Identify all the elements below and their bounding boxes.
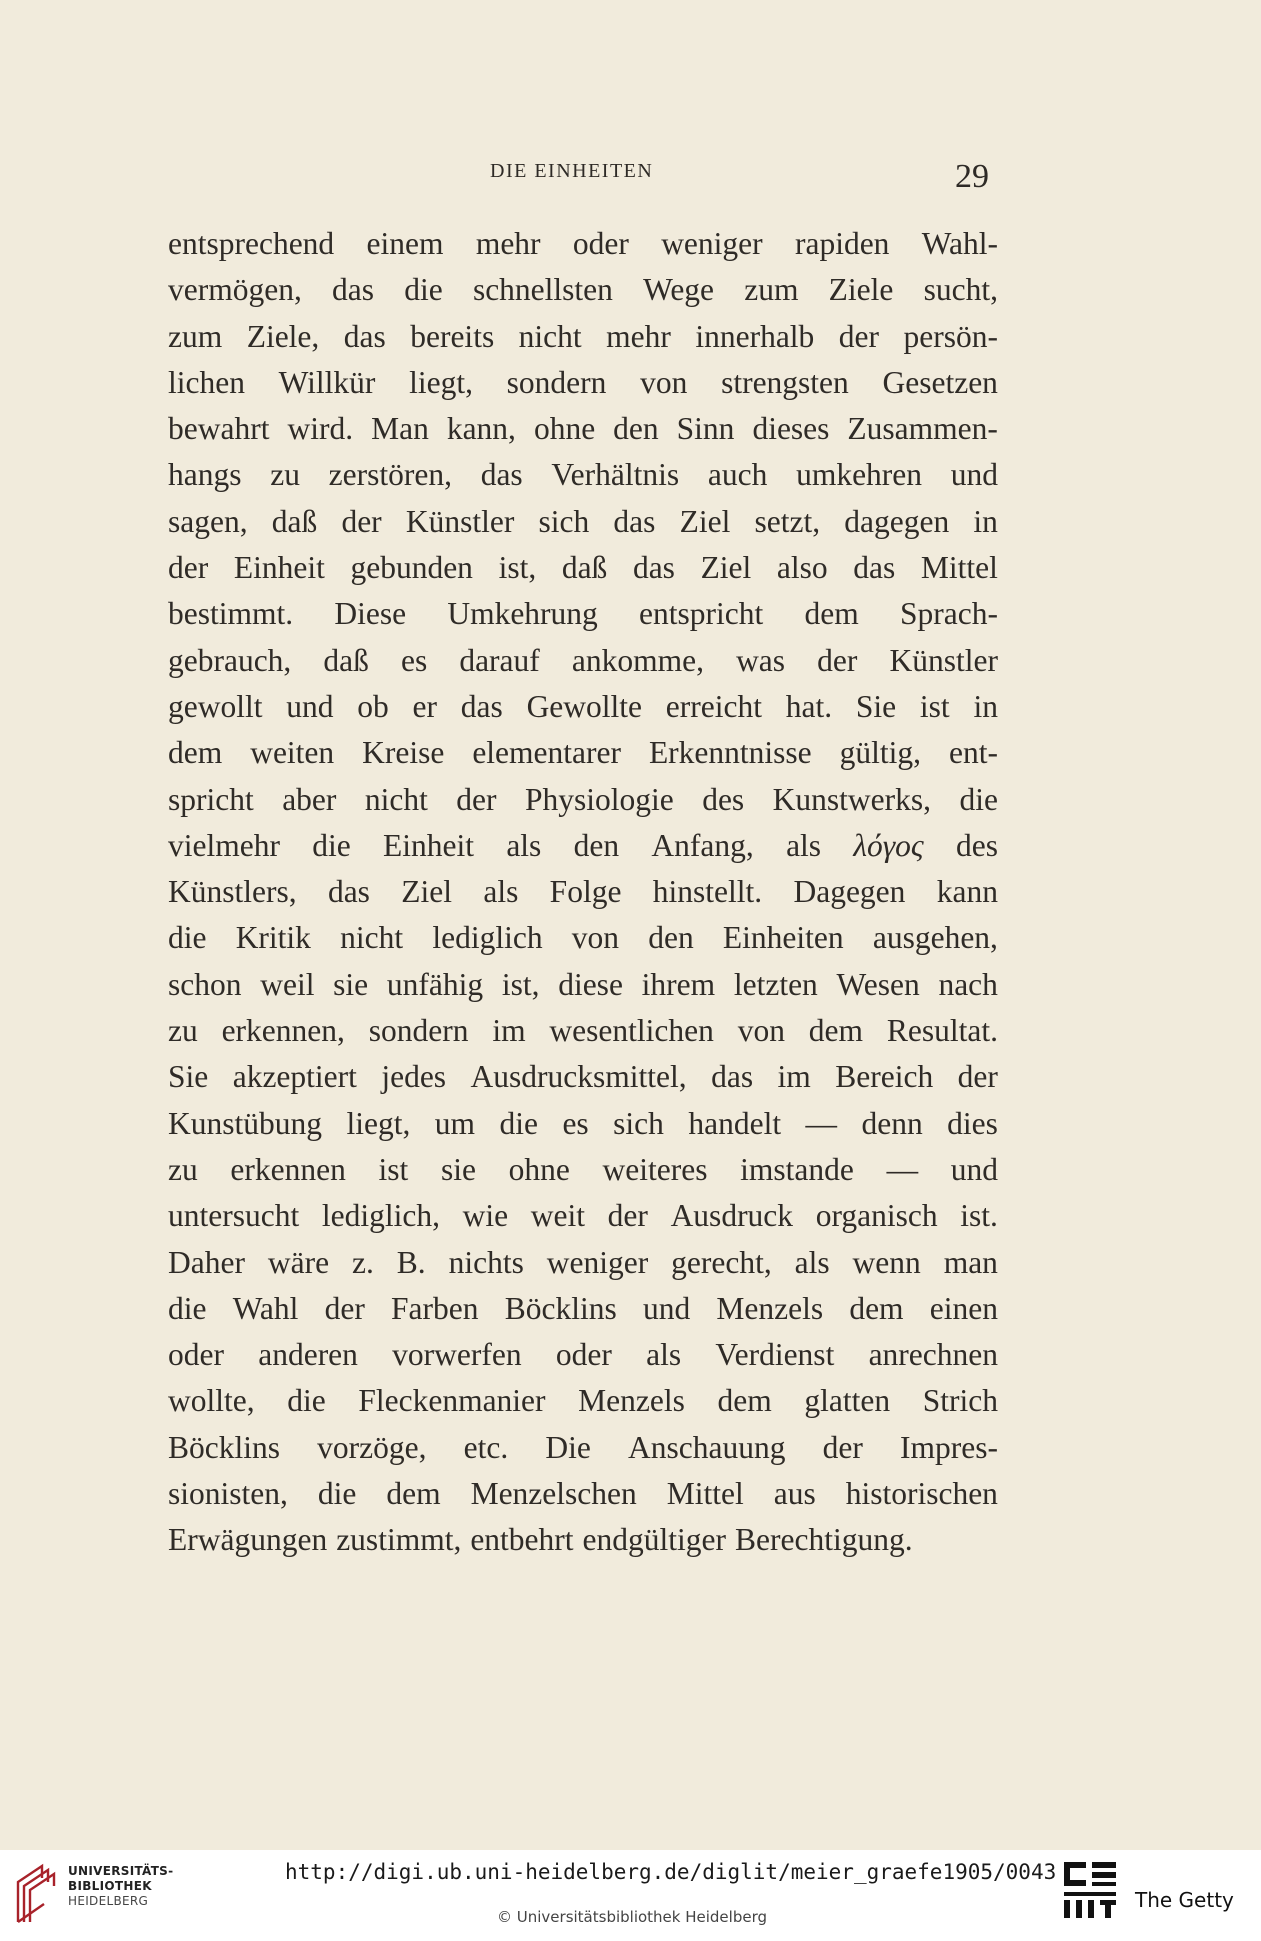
- text-line: [168, 545, 998, 591]
- word: persön-: [903, 318, 998, 354]
- page-number: 29: [955, 158, 989, 195]
- word: Wege: [643, 272, 715, 308]
- word: wesentlichen: [549, 1013, 714, 1049]
- word: die: [168, 1290, 207, 1326]
- word: Wahl-: [921, 226, 998, 261]
- word: Die: [545, 1429, 591, 1465]
- word: Mittel: [920, 550, 998, 586]
- word: aus: [773, 1476, 816, 1512]
- word: entspricht: [639, 596, 764, 632]
- word: im: [777, 1059, 811, 1095]
- word: als: [483, 874, 519, 910]
- word: Ziel: [679, 503, 731, 539]
- text-line: [168, 1101, 998, 1147]
- word: bewahrt: [168, 411, 270, 447]
- word: —: [886, 1151, 919, 1187]
- word: gerecht,: [671, 1244, 772, 1280]
- word: der: [957, 1059, 998, 1095]
- word: λόγος: [853, 827, 924, 863]
- word: ankomme,: [571, 642, 704, 678]
- word: dem: [168, 735, 223, 771]
- text-line: [168, 221, 998, 267]
- word: die: [168, 920, 207, 956]
- word: zerstören,: [328, 457, 452, 493]
- word: diese: [558, 966, 623, 1002]
- word: ist: [378, 1151, 409, 1187]
- word: Einheit: [383, 827, 475, 863]
- word: aber: [282, 781, 337, 817]
- word: dies: [947, 1105, 998, 1141]
- word: —: [805, 1105, 838, 1141]
- word: der: [324, 1290, 365, 1326]
- word: das: [327, 874, 370, 910]
- word: als: [506, 827, 542, 863]
- word: der: [838, 318, 880, 354]
- word: das: [613, 503, 656, 539]
- word: die: [312, 827, 351, 863]
- word: mehr: [606, 318, 671, 354]
- word: von: [737, 1013, 785, 1049]
- word: Kunstübung: [168, 1105, 323, 1141]
- word: liegt,: [409, 364, 473, 400]
- text-line: [168, 823, 998, 869]
- word: erkennen,: [221, 1013, 345, 1049]
- text-line: [168, 1193, 998, 1239]
- word: Ausdruck: [670, 1198, 794, 1234]
- word: Ziel: [401, 874, 453, 910]
- word: weit: [530, 1198, 586, 1234]
- word: Künstlers,: [168, 874, 297, 910]
- word: den: [573, 827, 620, 863]
- word: und: [950, 1151, 998, 1187]
- word: er: [412, 688, 438, 724]
- word: als: [794, 1244, 830, 1280]
- word: dem: [804, 596, 859, 632]
- word: Berechtigung.: [735, 1522, 913, 1558]
- word: Menzels: [578, 1383, 685, 1419]
- word: erkennen: [230, 1151, 346, 1187]
- text-line: [168, 1054, 998, 1100]
- word: lichen: [168, 364, 245, 400]
- word: gebrauch,: [168, 642, 292, 678]
- word: ohne: [533, 411, 596, 447]
- word: Impres-: [899, 1429, 998, 1465]
- word: wie: [462, 1198, 509, 1234]
- body-text: [168, 221, 998, 1564]
- word: historischen: [845, 1476, 998, 1512]
- word: Zusammen-: [847, 411, 998, 447]
- word: bereits: [410, 318, 495, 354]
- text-line: [168, 1378, 998, 1424]
- word: Fleckenmanier: [358, 1383, 546, 1419]
- word: Mittel: [666, 1476, 744, 1512]
- word: Daher: [168, 1244, 245, 1280]
- word: zu: [168, 1151, 198, 1187]
- word: Man: [371, 411, 429, 447]
- text-line: [168, 730, 998, 776]
- word: Erkenntnisse: [648, 735, 812, 771]
- word: Böcklins: [504, 1290, 617, 1326]
- word: dieses: [752, 411, 830, 447]
- word: ist.: [960, 1198, 998, 1234]
- word: ihrem: [641, 966, 716, 1002]
- word: oder: [555, 1337, 612, 1373]
- word: gewollt: [168, 688, 263, 724]
- word: weniger: [661, 226, 763, 261]
- word: setzt,: [754, 503, 821, 539]
- word: die: [287, 1383, 326, 1419]
- word: Verdienst: [715, 1337, 835, 1373]
- text-line: [168, 1008, 998, 1054]
- word: innerhalb: [695, 318, 815, 354]
- word: das: [632, 550, 675, 586]
- word: liegt,: [346, 1105, 411, 1141]
- word: sagen,: [168, 503, 248, 539]
- word: ent-: [948, 735, 998, 771]
- text-line: [168, 1240, 998, 1286]
- word: Umkehrung: [447, 596, 598, 632]
- word: Künstler: [889, 642, 998, 678]
- word: zustimmt,: [336, 1522, 462, 1558]
- word: sich: [538, 503, 590, 539]
- word: schnellsten: [472, 272, 613, 308]
- text-line: [168, 1147, 998, 1193]
- word: sucht,: [923, 272, 998, 308]
- word: Farben: [391, 1290, 479, 1326]
- word: Ausdrucksmittel,: [470, 1059, 687, 1095]
- word: spricht: [168, 781, 254, 817]
- word: das: [343, 318, 386, 354]
- word: Sprach-: [899, 596, 998, 632]
- word: und: [950, 457, 998, 493]
- word: weiten: [250, 735, 335, 771]
- word: daß: [323, 642, 369, 678]
- word: vorwerfen: [392, 1337, 522, 1373]
- word: den: [648, 920, 694, 956]
- word: Erwägungen: [168, 1522, 328, 1558]
- word: imstande: [740, 1151, 854, 1187]
- text-line: [168, 869, 998, 915]
- word: schon: [168, 966, 242, 1002]
- word: erreicht: [665, 688, 762, 724]
- word: organisch: [815, 1198, 938, 1234]
- word: des: [702, 781, 745, 817]
- word: nichts: [448, 1244, 524, 1280]
- word: gültig,: [839, 735, 922, 771]
- word: vorzöge,: [317, 1429, 427, 1465]
- word: Sie: [855, 688, 897, 724]
- word: Einheiten: [722, 920, 844, 956]
- word: rapiden: [794, 226, 890, 261]
- text-line: [168, 1286, 998, 1332]
- word: hinstellt.: [652, 874, 763, 910]
- word: sie: [440, 1151, 476, 1187]
- word: hat.: [785, 688, 833, 724]
- word: und: [642, 1290, 691, 1326]
- word: Folge: [549, 874, 622, 910]
- text-line: [168, 591, 998, 637]
- word: nicht: [340, 920, 404, 956]
- word: kann,: [446, 411, 516, 447]
- word: Verhältnis: [551, 457, 680, 493]
- word: in: [973, 503, 998, 539]
- word: ist,: [501, 966, 540, 1002]
- word: das: [460, 688, 503, 724]
- word: Böcklins: [168, 1429, 281, 1465]
- word: einen: [929, 1290, 998, 1326]
- word: untersucht: [168, 1198, 300, 1234]
- word: vielmehr: [168, 827, 280, 863]
- word: Künstler: [405, 503, 515, 539]
- word: des: [956, 827, 998, 863]
- word: auch: [707, 457, 768, 493]
- copyright-notice: © Universitätsbibliothek Heidelberg: [497, 1908, 768, 1926]
- word: als: [786, 827, 822, 863]
- word: lediglich,: [321, 1198, 440, 1234]
- word: letzten: [733, 966, 818, 1002]
- text-line: [168, 314, 998, 360]
- university-library-logo-icon: [14, 1860, 58, 1924]
- word: Anfang,: [651, 827, 754, 863]
- word: Bereich: [835, 1059, 934, 1095]
- word: sondern: [506, 364, 607, 400]
- word: Sinn: [676, 411, 735, 447]
- word: Physiologie: [524, 781, 674, 817]
- word: der: [341, 503, 382, 539]
- word: handelt: [688, 1105, 782, 1141]
- word: zum: [744, 272, 799, 308]
- text-line: [168, 1471, 998, 1517]
- word: vermögen,: [168, 272, 302, 308]
- word: als: [646, 1337, 682, 1373]
- word: Gewollte: [526, 688, 643, 724]
- word: entbehrt: [470, 1522, 574, 1558]
- word: oder: [572, 226, 629, 261]
- text-line: [168, 684, 998, 730]
- word: unfähig: [386, 966, 484, 1002]
- word: z.: [352, 1244, 374, 1280]
- word: sondern: [368, 1013, 469, 1049]
- word: sich: [613, 1105, 664, 1141]
- word: der: [607, 1198, 648, 1234]
- word: Gesetzen: [882, 364, 998, 400]
- word: Menzels: [716, 1290, 824, 1326]
- text-line: [168, 360, 998, 406]
- word: darauf: [459, 642, 540, 678]
- word: daß: [561, 550, 608, 586]
- getty-name: The Getty: [1135, 1888, 1234, 1912]
- word: der: [456, 781, 497, 817]
- word: ob: [357, 688, 389, 724]
- word: Kunstwerks,: [772, 781, 932, 817]
- library-name-line1: UNIVERSITÄTS-: [68, 1864, 174, 1878]
- word: es: [562, 1105, 589, 1141]
- word: glatten: [804, 1383, 891, 1419]
- word: weil: [260, 966, 315, 1002]
- word: kann: [936, 874, 998, 910]
- word: die: [404, 272, 443, 308]
- word: einem: [366, 226, 444, 261]
- word: der: [168, 550, 209, 586]
- word: Ziele: [828, 272, 894, 308]
- word: zum: [168, 318, 223, 354]
- word: wird.: [287, 411, 354, 447]
- word: nach: [938, 966, 998, 1002]
- word: entsprechend: [168, 226, 335, 261]
- word: gebunden: [350, 550, 473, 586]
- word: ausgehen,: [872, 920, 998, 956]
- word: weniger: [546, 1244, 649, 1280]
- word: ohne: [508, 1151, 570, 1187]
- word: nicht: [518, 318, 582, 354]
- word: Wahl: [232, 1290, 299, 1326]
- word: wenn: [852, 1244, 921, 1280]
- text-line: [168, 452, 998, 498]
- getty-logo-icon: [1062, 1860, 1118, 1920]
- library-name: [68, 1864, 173, 1909]
- word: Ziel: [700, 550, 752, 586]
- word: bestimmt.: [168, 596, 294, 632]
- word: das: [480, 457, 523, 493]
- word: strengsten: [721, 364, 849, 400]
- word: daß: [271, 503, 318, 539]
- word: Anschauung: [627, 1429, 786, 1465]
- text-line: [168, 638, 998, 684]
- word: Resultat.: [886, 1013, 998, 1049]
- text-line: [168, 962, 998, 1008]
- word: Ziele,: [246, 318, 320, 354]
- word: im: [492, 1013, 526, 1049]
- word: anderen: [258, 1337, 358, 1373]
- text-line: [168, 499, 998, 545]
- source-url-link[interactable]: http://digi.ub.uni-heidelberg.de/diglit/meier_graefe1905/0043: [285, 1860, 1057, 1884]
- word: zu: [168, 1013, 198, 1049]
- word: anrechnen: [868, 1337, 998, 1373]
- text-line: [168, 267, 998, 313]
- word: ist,: [498, 550, 537, 586]
- word: was: [736, 642, 786, 678]
- word: Einheit: [233, 550, 325, 586]
- word: Sie: [168, 1059, 209, 1095]
- word: mehr: [475, 226, 541, 261]
- word: von: [571, 920, 620, 956]
- word: B.: [396, 1244, 426, 1280]
- word: denn: [861, 1105, 923, 1141]
- word: dem: [717, 1383, 772, 1419]
- word: also: [776, 550, 828, 586]
- word: akzeptiert: [232, 1059, 357, 1095]
- word: sionisten,: [168, 1476, 288, 1512]
- text-line: [168, 777, 998, 823]
- word: umkehren: [796, 457, 923, 493]
- word: man: [943, 1244, 998, 1280]
- word: weiteres: [602, 1151, 708, 1187]
- word: Strich: [922, 1383, 998, 1419]
- running-head: DIE EINHEITEN: [490, 160, 654, 182]
- word: der: [822, 1429, 863, 1465]
- word: und: [286, 688, 334, 724]
- word: oder: [168, 1337, 224, 1373]
- footer: [0, 1850, 1261, 1941]
- word: endgültiger: [582, 1522, 727, 1558]
- word: um: [434, 1105, 476, 1141]
- word: Kreise: [362, 735, 445, 771]
- word: das: [332, 272, 375, 308]
- word: in: [973, 688, 998, 724]
- text-line: [168, 406, 998, 452]
- word: dem: [849, 1290, 904, 1326]
- word: zu: [270, 457, 300, 493]
- word: die: [959, 781, 998, 817]
- word: dem: [808, 1013, 864, 1049]
- word: Dagegen: [793, 874, 906, 910]
- word: ist: [919, 688, 950, 724]
- word: den: [613, 411, 659, 447]
- text-line: [168, 1425, 998, 1471]
- word: elementarer: [472, 735, 621, 771]
- word: Wesen: [836, 966, 920, 1002]
- word: der: [817, 642, 858, 678]
- word: das: [711, 1059, 754, 1095]
- word: das: [853, 550, 896, 586]
- text-line: [168, 915, 998, 961]
- word: Willkür: [278, 364, 376, 400]
- word: Kritik: [235, 920, 311, 956]
- word: es: [400, 642, 428, 678]
- word: sie: [333, 966, 369, 1002]
- library-name-line2: BIBLIOTHEK: [68, 1879, 152, 1893]
- text-line: [168, 1517, 998, 1563]
- text-line: [168, 1332, 998, 1378]
- word: hangs: [168, 457, 242, 493]
- word: dem: [386, 1476, 441, 1512]
- word: jedes: [381, 1059, 447, 1095]
- word: etc.: [463, 1429, 509, 1465]
- word: dagegen: [844, 503, 950, 539]
- library-name-line3: HEIDELBERG: [68, 1894, 149, 1908]
- word: nicht: [364, 781, 428, 817]
- word: Menzelschen: [470, 1476, 637, 1512]
- word: Diese: [334, 596, 407, 632]
- word: die: [317, 1476, 357, 1512]
- word: die: [499, 1105, 538, 1141]
- word: von: [640, 364, 688, 400]
- word: wollte,: [168, 1383, 255, 1419]
- word: lediglich: [432, 920, 543, 956]
- word: wäre: [267, 1244, 330, 1280]
